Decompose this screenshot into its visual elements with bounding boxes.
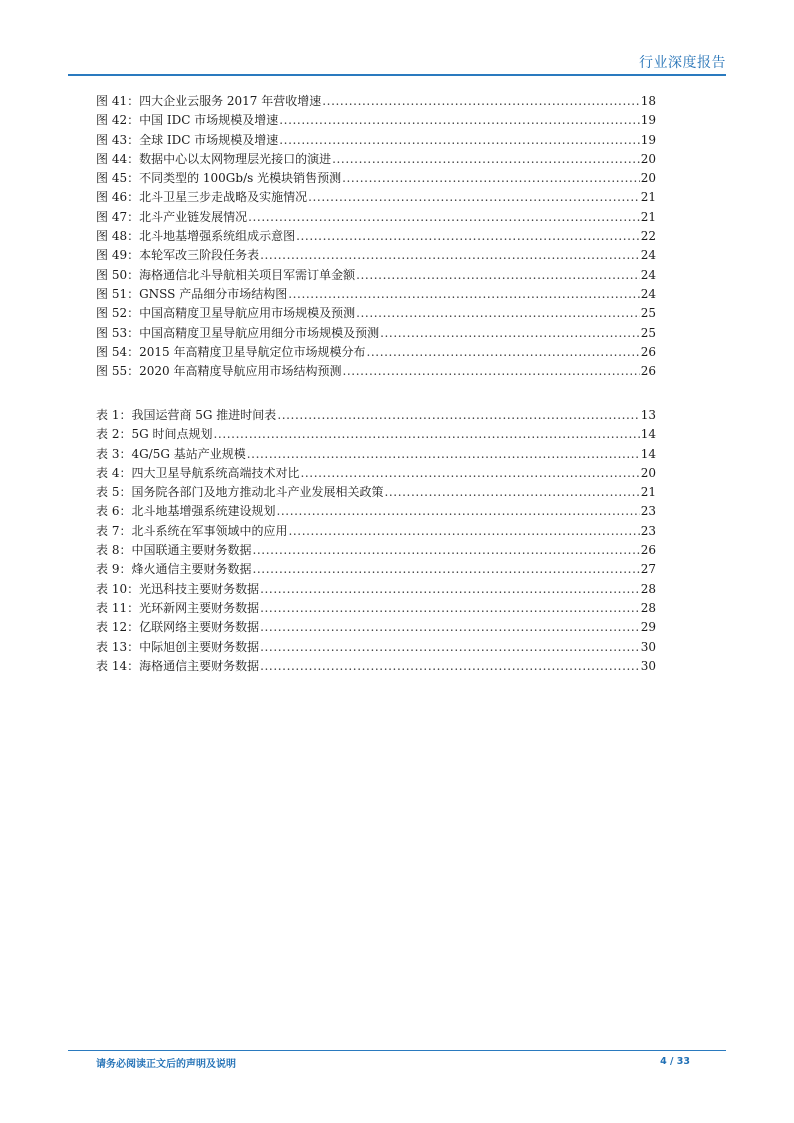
toc-entry-label: 表 12：亿联网络主要财务数据	[96, 620, 260, 635]
disclaimer-note: 请务必阅读正文后的声明及说明	[96, 1059, 236, 1070]
toc-entry-page: 13	[640, 408, 656, 422]
dot-leader	[214, 425, 640, 444]
dot-leader	[260, 580, 640, 599]
toc-entry-label: 图 46：北斗卫星三步走战略及实施情况	[96, 190, 308, 205]
dot-leader	[356, 304, 640, 323]
table-index-entry[interactable]	[96, 522, 656, 541]
toc-entry-page: 21	[640, 209, 656, 224]
table-index-entry[interactable]	[96, 425, 656, 444]
dot-leader	[248, 208, 640, 227]
toc-entry-page: 20	[640, 171, 656, 186]
toc-entry-page: 26	[640, 364, 656, 379]
toc-entry-page: 30	[640, 639, 656, 654]
toc-entry-label: 图 54：2015 年高精度卫星导航定位市场规模分布	[96, 344, 366, 359]
footer-divider	[68, 1050, 726, 1051]
toc-entry-label: 图 48：北斗地基增强系统组成示意图	[96, 229, 296, 244]
toc-entry-page: 20	[640, 465, 656, 480]
dot-leader	[322, 92, 639, 111]
dot-leader	[252, 560, 639, 579]
toc-entry-label: 表 4：四大卫星导航系统高端技术对比	[96, 465, 300, 480]
toc-entry-label: 图 42：中国 IDC 市场规模及增速	[96, 113, 279, 128]
dot-leader	[252, 541, 639, 560]
dot-leader	[260, 657, 640, 676]
toc-entry-label: 图 53：中国高精度卫星导航应用细分市场规模及预测	[96, 325, 380, 340]
toc-entry-label: 图 50：海格通信北斗导航相关项目军需订单金额	[96, 267, 356, 282]
dot-leader	[260, 638, 640, 657]
dot-leader	[288, 522, 639, 541]
dot-leader	[380, 324, 640, 343]
table-index-entry[interactable]	[96, 618, 656, 637]
figure-index-entry[interactable]	[96, 266, 656, 285]
dot-leader	[342, 169, 640, 188]
figure-index-entry[interactable]	[96, 188, 656, 207]
toc-entry-page: 26	[640, 543, 656, 558]
toc-entry-label: 图 44：数据中心以太网物理层光接口的演进	[96, 151, 332, 166]
toc-entry-page: 28	[640, 600, 656, 615]
toc-entry-page: 18	[640, 94, 656, 108]
dot-leader	[276, 502, 639, 521]
toc-entry-page: 24	[640, 248, 656, 263]
dot-leader	[356, 266, 640, 285]
figure-index-entry[interactable]	[96, 343, 656, 362]
toc-entry-page: 30	[640, 658, 656, 673]
toc-entry-label: 表 3：4G/5G 基站产业规模	[96, 446, 246, 461]
figure-index-entry[interactable]	[96, 227, 656, 246]
toc-entry-label: 表 8：中国联通主要财务数据	[96, 543, 252, 558]
table-index-entry[interactable]	[96, 483, 656, 502]
toc-entry-page: 25	[640, 306, 656, 321]
toc-entry-label: 图 51：GNSS 产品细分市场结构图	[96, 286, 288, 301]
toc-entry-page: 21	[640, 485, 656, 500]
toc-entry-page: 14	[640, 446, 656, 461]
toc-entry-label: 图 55：2020 年高精度导航应用市场结构预测	[96, 364, 342, 379]
toc-entry-page: 25	[640, 325, 656, 340]
toc-entry-label: 图 49：本轮军改三阶段任务表	[96, 248, 260, 263]
toc-entry-page: 19	[640, 113, 656, 128]
toc-entry-label: 表 10：光迅科技主要财务数据	[96, 581, 260, 596]
dot-leader	[342, 362, 639, 381]
table-index-entry[interactable]	[96, 657, 656, 676]
toc-entry-label: 表 14：海格通信主要财务数据	[96, 658, 260, 673]
dot-leader	[308, 188, 640, 207]
figure-index-entry[interactable]	[96, 324, 656, 343]
toc-entry-label: 图 43：全球 IDC 市场规模及增速	[96, 132, 279, 147]
toc-entry-label: 图 45：不同类型的 100Gb/s 光模块销售预测	[96, 171, 342, 186]
toc-entry-page: 28	[640, 581, 656, 596]
dot-leader	[260, 246, 640, 265]
figure-index-entry[interactable]	[96, 362, 656, 381]
toc-entry-page: 14	[640, 427, 656, 442]
toc-entry-label: 表 2：5G 时间点规划	[96, 427, 213, 442]
table-index-entry[interactable]	[96, 638, 656, 657]
table-index-entry[interactable]	[96, 580, 656, 599]
table-index-entry[interactable]	[96, 541, 656, 560]
toc-entry-page: 24	[640, 286, 656, 301]
report-type-title: 行业深度报告	[639, 55, 726, 71]
figure-index-entry[interactable]	[96, 111, 656, 130]
dot-leader	[366, 343, 639, 362]
table-index-list	[96, 406, 656, 676]
toc-entry-page: 22	[640, 229, 656, 244]
dot-leader	[288, 285, 640, 304]
toc-entry-label: 表 5：国务院各部门及地方推动北斗产业发展相关政策	[96, 485, 384, 500]
toc-entry-page: 27	[640, 562, 656, 577]
figure-index-list	[96, 92, 656, 381]
table-index-entry[interactable]	[96, 406, 656, 425]
table-index-entry[interactable]	[96, 502, 656, 521]
table-index-entry[interactable]	[96, 560, 656, 579]
figure-index-entry[interactable]	[96, 285, 656, 304]
figure-index-entry[interactable]	[96, 92, 656, 111]
figure-index-entry[interactable]	[96, 150, 656, 169]
dot-leader	[279, 131, 639, 150]
toc-entry-page: 20	[640, 151, 656, 166]
dot-leader	[300, 464, 639, 483]
toc-entry-page: 24	[640, 267, 656, 282]
toc-entry-label: 表 9：烽火通信主要财务数据	[96, 562, 252, 577]
dot-leader	[277, 406, 639, 425]
dot-leader	[260, 618, 640, 637]
toc-entry-page: 29	[640, 620, 656, 635]
toc-entry-label: 图 41：四大企业云服务 2017 年营收增速	[96, 94, 322, 108]
toc-entry-page: 21	[640, 190, 656, 205]
toc-entry-label: 表 11：光环新网主要财务数据	[96, 600, 260, 615]
toc-entry-label: 表 1：我国运营商 5G 推进时间表	[96, 408, 277, 422]
toc-entry-label: 图 52：中国高精度卫星导航应用市场规模及预测	[96, 306, 356, 321]
figure-index-entry[interactable]	[96, 304, 656, 323]
page-number: 4 / 33	[660, 1056, 690, 1067]
figure-index-entry[interactable]	[96, 169, 656, 188]
toc-entry-page: 23	[640, 504, 656, 519]
toc-entry-page: 19	[640, 132, 656, 147]
table-index-entry[interactable]	[96, 599, 656, 618]
dot-leader	[296, 227, 640, 246]
figure-index-entry[interactable]	[96, 208, 656, 227]
dot-leader	[384, 483, 639, 502]
toc-entry-label: 图 47：北斗产业链发展情况	[96, 209, 248, 224]
toc-entry-page: 23	[640, 523, 656, 538]
toc-entry-label: 表 7：北斗系统在军事领域中的应用	[96, 523, 288, 538]
figure-index-entry[interactable]	[96, 246, 656, 265]
dot-leader	[332, 150, 640, 169]
figure-index-entry[interactable]	[96, 131, 656, 150]
toc-entry-page: 26	[640, 344, 656, 359]
header-divider	[68, 74, 726, 76]
table-index-entry[interactable]	[96, 445, 656, 464]
dot-leader	[247, 445, 640, 464]
toc-entry-label: 表 13：中际旭创主要财务数据	[96, 639, 260, 654]
table-index-entry[interactable]	[96, 464, 656, 483]
dot-leader	[279, 111, 639, 130]
toc-entry-label: 表 6：北斗地基增强系统建设规划	[96, 504, 276, 519]
dot-leader	[260, 599, 640, 618]
